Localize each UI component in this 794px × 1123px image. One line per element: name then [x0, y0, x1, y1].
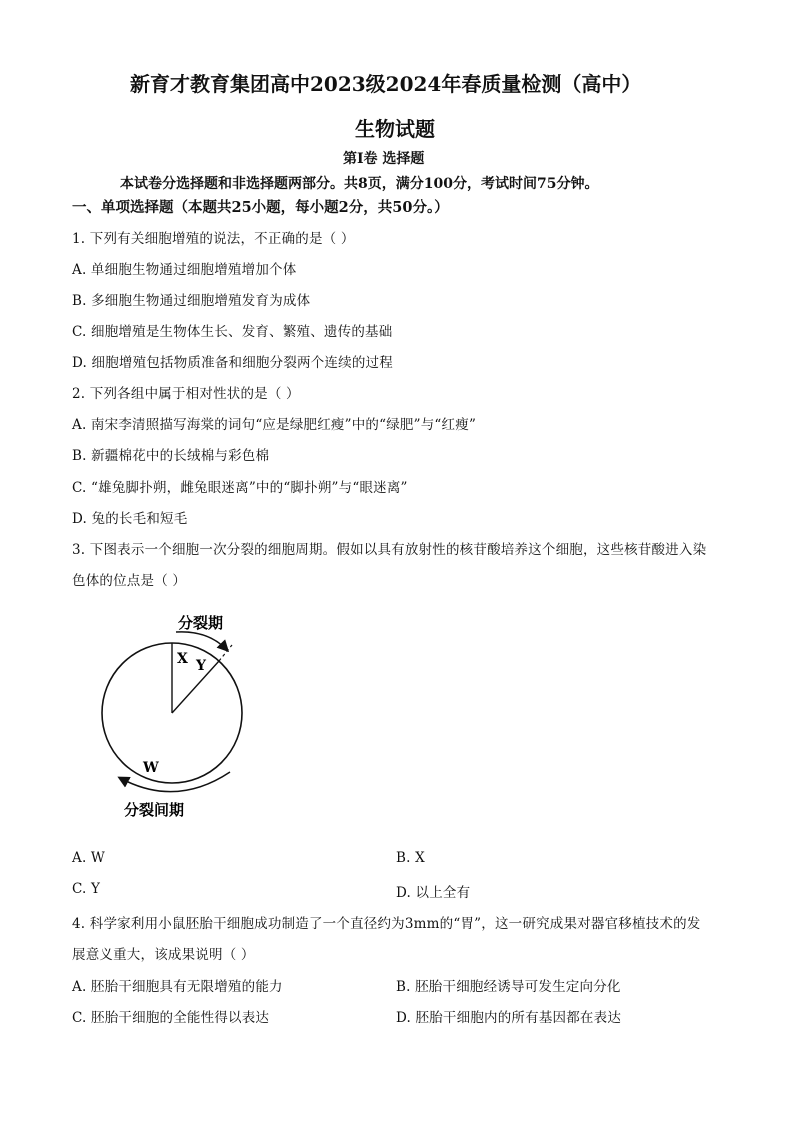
- option-a: A. 南宋李清照描写海棠的词句“应是绿肥红瘦”中的“绿肥”与“红瘦”: [72, 417, 477, 433]
- option-c: C. 胚胎干细胞的全能性得以表达: [72, 1010, 270, 1026]
- dashed-extension: [219, 645, 232, 661]
- volume-heading: 第Ⅰ卷 选择题: [343, 151, 425, 167]
- question-stem-line1: 3. 下图表示一个细胞一次分裂的细胞周期。假如以具有放射性的核苷酸培养这个细胞，这些核苷酸进入染: [72, 542, 707, 558]
- option-a: A. 胚胎干细胞具有无限增殖的能力: [72, 979, 283, 995]
- section-heading: 一、单项选择题（本题共25小题，每小题2分，共50分。）: [72, 199, 449, 216]
- exam-instruction: 本试卷分选择题和非选择题两部分。共8页，满分100分，考试时间75分钟。: [120, 176, 599, 192]
- option-b: B. 新疆棉花中的长绒棉与彩色棉: [72, 448, 270, 464]
- label-x: X: [177, 651, 188, 667]
- label-y: Y: [196, 658, 206, 674]
- option-d: D. 兔的长毛和短毛: [72, 511, 188, 527]
- option-c: C. Y: [72, 881, 101, 897]
- division-phase-arrow: [176, 632, 227, 650]
- question-stem-line2: 展意义重大，该成果说明（ ）: [72, 947, 255, 963]
- option-a: A. 单细胞生物通过细胞增殖增加个体: [72, 262, 297, 278]
- question-stem-line2: 色体的位点是（ ）: [72, 573, 187, 589]
- question-stem-line1: 4. 科学家利用小鼠胚胎干细胞成功制造了一个直径约为3mm的“胃”，这一研究成果对器官移植技术的发: [72, 916, 701, 932]
- label-interphase: 分裂间期: [124, 801, 185, 819]
- option-c: C. 细胞增殖是生物体生长、发育、繁殖、遗传的基础: [72, 324, 393, 340]
- option-a: A. W: [72, 850, 106, 866]
- cell-cycle-diagram: [90, 600, 270, 830]
- option-d: D. 细胞增殖包括物质准备和细胞分裂两个连续的过程: [72, 355, 393, 371]
- option-d: D. 以上全有: [396, 885, 471, 901]
- interphase-arrow: [120, 772, 230, 792]
- exam-title: 新育才教育集团高中2023级2024年春质量检测（高中）: [130, 72, 642, 96]
- question-stem: 1. 下列有关细胞增殖的说法，不正确的是（ ）: [72, 231, 355, 247]
- option-b: B. X: [396, 850, 425, 866]
- question-stem: 2. 下列各组中属于相对性状的是（ ）: [72, 386, 300, 402]
- option-b: B. 胚胎干细胞经诱导可发生定向分化: [396, 979, 621, 995]
- subject-title: 生物试题: [355, 117, 435, 141]
- option-d: D. 胚胎干细胞内的所有基因都在表达: [396, 1010, 622, 1026]
- option-b: B. 多细胞生物通过细胞增殖发育为成体: [72, 293, 311, 309]
- option-c: C. “雄兔脚扑朔，雌兔眼迷离”中的“脚扑朔”与“眼迷离”: [72, 480, 408, 496]
- label-w: W: [143, 760, 159, 776]
- label-division-phase: 分裂期: [178, 614, 224, 632]
